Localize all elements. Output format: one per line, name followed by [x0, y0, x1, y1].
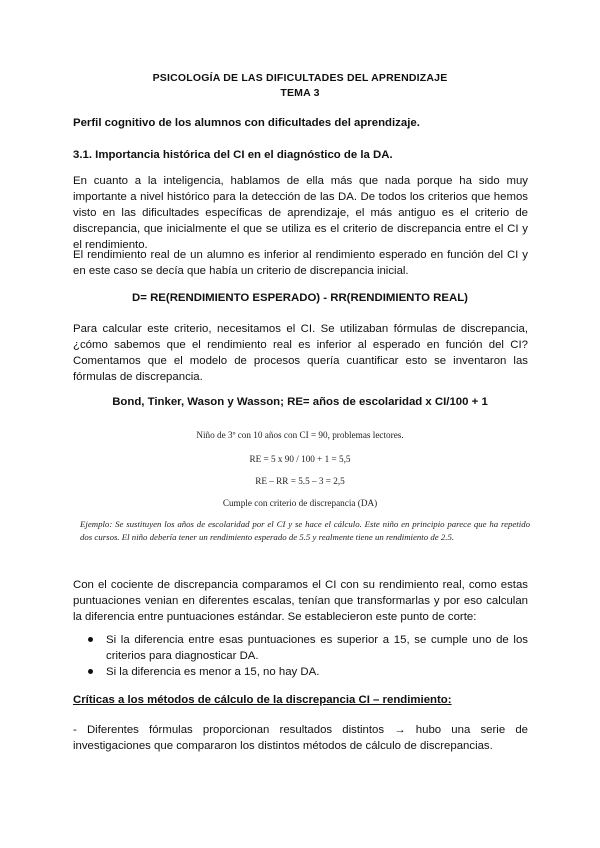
paragraph-calculation: Para calcular este criterio, necesitamos el CI. Se utilizaban fórmulas de discrepancia, ¿cómo sabemos que el rendimiento real es inferior al esperado en función del CI? Comentamos que el modelo de procesos quería cuantificar esto se inventaron las fórmulas de discrepancia. [73, 323, 528, 384]
figure-line-re: RE = 5 x 90 / 100 + 1 = 5,5 [249, 454, 351, 464]
subsection-heading: 3.1. Importancia histórica del CI en el diagnóstico de la DA. [73, 149, 393, 161]
list-item-text: Si la diferencia es menor a 15, no hay DA. [106, 666, 320, 679]
figure-line-result: Cumple con criterio de discrepancia (DA) [222, 498, 378, 508]
critics-heading: Críticas a los métodos de cálculo de la discrepancia CI – rendimiento: [73, 694, 452, 706]
list-item-text: Si la diferencia entre esas puntuaciones es superior a 15, se cumple uno de los criterios para diagnosticar DA. [106, 634, 528, 663]
formula-bond: Bond, Tinker, Wason y Wasson; RE= años de escolaridad x CI/100 + 1 [112, 396, 488, 408]
bullet-icon [88, 637, 93, 642]
paragraph-performance: El rendimiento real de un alumno es inferior al rendimiento esperado en función del CI y en este caso se decía que había un criterio de discrepancia inicial. [73, 249, 528, 278]
bullet-icon [88, 669, 93, 674]
document-subtitle: TEMA 3 [280, 87, 320, 99]
figure-line-child: Niño de 3º con 10 años con CI = 90, problemas lectores. [196, 430, 404, 440]
document-title: PSICOLOGÍA DE LAS DIFICULTADES DEL APRENDIZAJE [152, 72, 448, 84]
paragraph-quotient: Con el cociente de discrepancia comparamos el CI con su rendimiento real, como estas puntuaciones venian en diferentes escalas, tenían que transformarlas y por eso calculan la diferencia entre puntuaciones estándar. Se establecieron este punto de corte: [73, 579, 528, 624]
list-item [73, 664, 528, 680]
paragraph-intelligence: En cuanto a la inteligencia, hablamos de ella más que nada porque ha sido muy importante a nivel histórico para la detección de las DA. De todos los criterios que hemos visto en las dificultades específicas de aprendizaje, el más antiguo es el criterio de discrepancia, que inicialmente el que se utiliza es el criterio de discrepancia entre el CI y el rendimiento. [73, 175, 528, 252]
criteria-list [73, 632, 528, 680]
figure-example: Ejemplo: Se sustituyen los años de escolaridad por el CI y se hace el cálculo. Este niño en principio parece que ha repetido dos cursos. El niño debería tener un rendimiento esperado de 5.5 y realmente tiene un rendimiento de 2.5. [80, 519, 530, 542]
figure-line-re-rr: RE – RR = 5.5 – 3 = 2,5 [255, 476, 345, 486]
section-heading: Perfil cognitivo de los alumnos con dificultades del aprendizaje. [73, 117, 420, 129]
formula-discrepancy: D= RE(RENDIMIENTO ESPERADO) - RR(RENDIMIENTO REAL) [132, 292, 468, 304]
list-item [73, 632, 528, 664]
critics-paragraph: - Diferentes fórmulas proporcionan resultados distintos → hubo una serie de investigaciones que compararon los distintos métodos de cálculo de discrepancias. [73, 724, 528, 753]
